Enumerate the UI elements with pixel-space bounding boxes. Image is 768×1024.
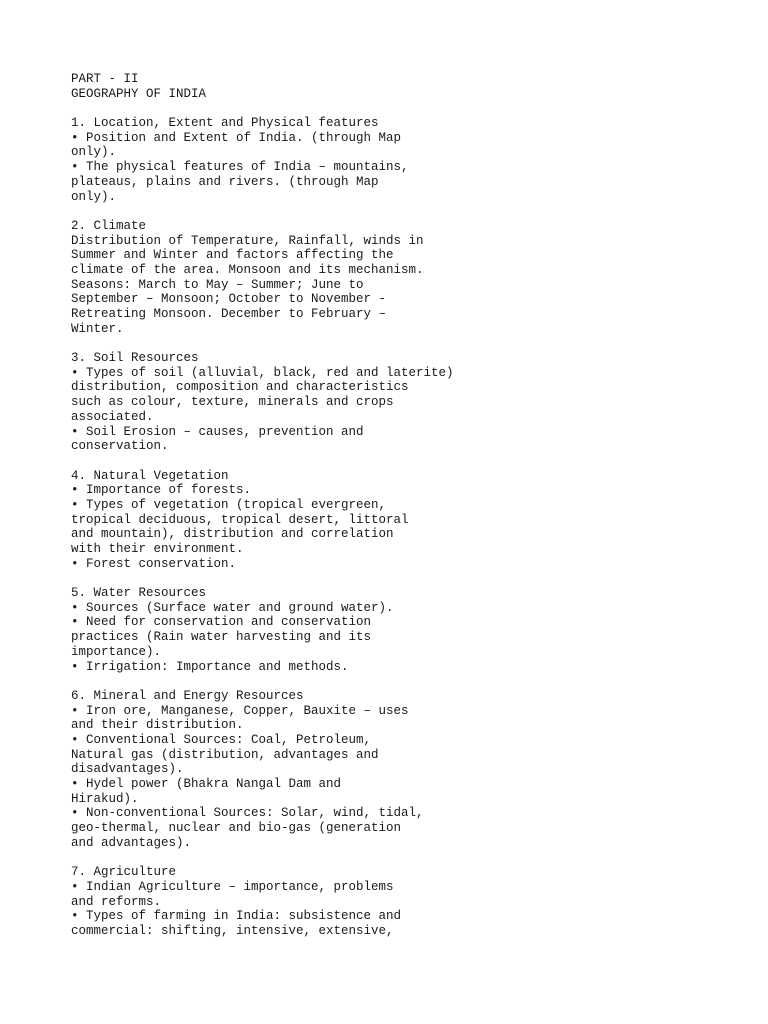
section-line: • Conventional Sources: Coal, Petroleum,: [71, 732, 372, 747]
section-6: [71, 689, 751, 851]
section-line: • Iron ore, Manganese, Copper, Bauxite – uses: [71, 703, 409, 718]
section-line: Hirakud).: [71, 791, 139, 806]
section-1: [71, 116, 751, 204]
document-page: [71, 72, 751, 939]
section-line: commercial: shifting, intensive, extensive,: [71, 923, 394, 938]
section-line: Summer and Winter and factors affecting the: [71, 248, 394, 263]
section-line: disadvantages).: [71, 762, 184, 777]
page-title: GEOGRAPHY OF INDIA: [71, 86, 207, 101]
section-line: importance).: [71, 644, 162, 659]
section-line: geo-thermal, nuclear and bio-gas (generation: [71, 821, 402, 836]
section-line: associated.: [71, 409, 154, 424]
section-spacer: [71, 336, 751, 351]
part-label: PART - II: [71, 72, 139, 86]
section-heading: 3. Soil Resources: [71, 351, 199, 366]
section-heading: 4. Natural Vegetation: [71, 468, 229, 483]
section-line: • Forest conservation.: [71, 556, 237, 571]
section-spacer: [71, 674, 751, 689]
section-line: climate of the area. Monsoon and its mechanism.: [71, 262, 424, 277]
section-spacer: [71, 571, 751, 586]
section-line: and advantages).: [71, 835, 192, 850]
section-line: plateaus, plains and rivers. (through Map: [71, 174, 379, 189]
section-line: conservation.: [71, 439, 169, 454]
section-line: and mountain), distribution and correlation: [71, 527, 394, 542]
section-2: [71, 219, 751, 337]
section-heading: 2. Climate: [71, 218, 147, 233]
sections-container: [71, 101, 751, 938]
section-spacer: [71, 204, 751, 219]
section-line: • Sources (Surface water and ground water).: [71, 600, 394, 615]
section-line: and reforms.: [71, 894, 162, 909]
section-line: September – Monsoon; October to November -: [71, 292, 387, 307]
section-line: • Position and Extent of India. (through Map: [71, 130, 402, 145]
section-line: • Types of soil (alluvial, black, red and laterite): [71, 365, 454, 380]
section-line: • The physical features of India – mountains,: [71, 160, 409, 175]
section-line: • Hydel power (Bhakra Nangal Dam and: [71, 777, 342, 791]
section-line: • Types of farming in India: subsistence and: [71, 909, 402, 924]
section-line: Distribution of Temperature, Rainfall, winds in: [71, 233, 424, 248]
section-heading: 1. Location, Extent and Physical features: [71, 116, 379, 131]
section-line: Natural gas (distribution, advantages and: [71, 747, 379, 762]
section-line: • Importance of forests.: [71, 483, 252, 498]
section-line: • Irrigation: Importance and methods.: [71, 659, 349, 674]
section-line: tropical deciduous, tropical desert, littoral: [71, 512, 409, 527]
section-line: Seasons: March to May – Summer; June to: [71, 277, 364, 292]
section-spacer: [71, 850, 751, 865]
section-spacer: [71, 454, 751, 469]
section-7: [71, 865, 751, 938]
section-5: [71, 586, 751, 674]
section-line: such as colour, texture, minerals and crops: [71, 395, 394, 410]
section-line: only).: [71, 189, 117, 204]
section-line: • Non-conventional Sources: Solar, wind, tidal,: [71, 806, 424, 821]
section-line: only).: [71, 145, 117, 160]
section-heading: 7. Agriculture: [71, 865, 177, 880]
section-3: [71, 351, 751, 454]
section-line: • Soil Erosion – causes, prevention and: [71, 424, 364, 439]
section-heading: 5. Water Resources: [71, 586, 207, 601]
section-line: Retreating Monsoon. December to February –: [71, 307, 387, 321]
section-spacer: [71, 101, 751, 116]
section-line: with their environment.: [71, 542, 244, 556]
section-line: practices (Rain water harvesting and its: [71, 630, 372, 645]
section-line: • Types of vegetation (tropical evergreen,: [71, 497, 387, 512]
section-line: • Need for conservation and conservation: [71, 615, 372, 630]
section-line: distribution, composition and characteristics: [71, 380, 409, 395]
section-line: and their distribution.: [71, 718, 244, 733]
section-line: • Indian Agriculture – importance, problems: [71, 879, 394, 894]
section-line: Winter.: [71, 321, 124, 336]
section-heading: 6. Mineral and Energy Resources: [71, 688, 304, 703]
section-4: [71, 469, 751, 572]
